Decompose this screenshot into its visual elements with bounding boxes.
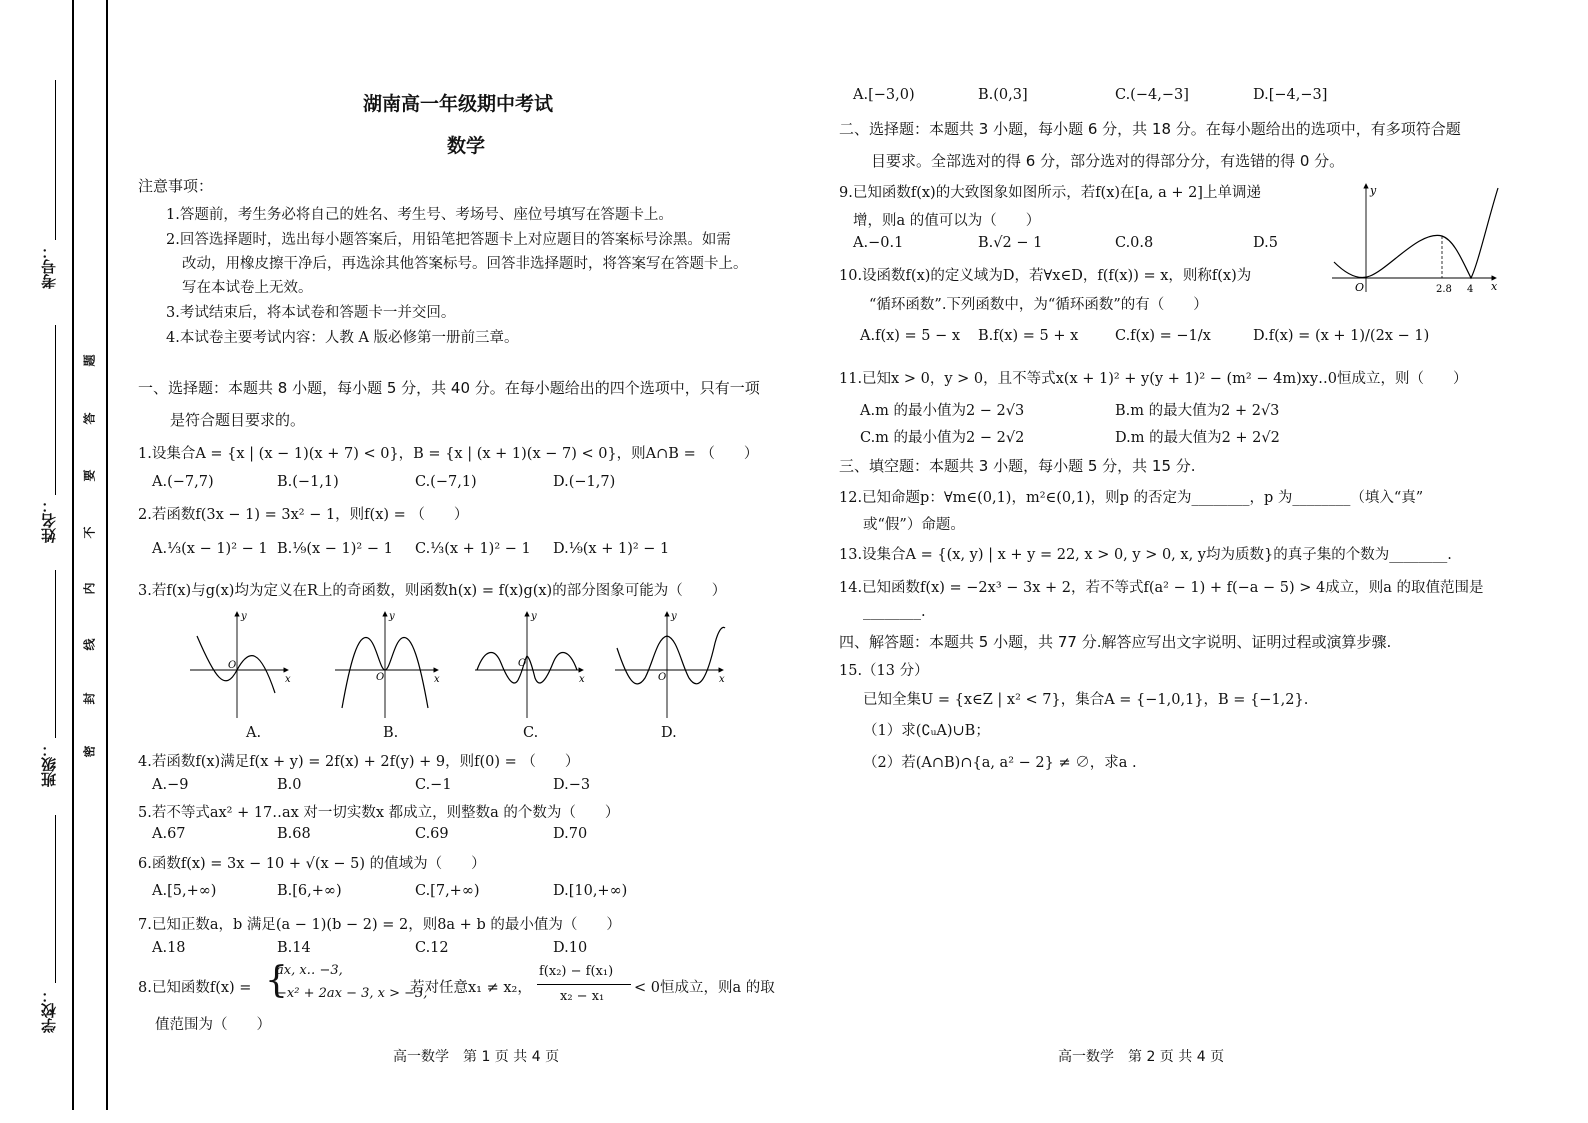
q7-option-d: D.10: [553, 940, 588, 956]
question-9: 9.已知函数f(x)的大致图象如图所示，若f(x)在[a, a + 2]上单调递: [839, 185, 1261, 201]
q9-option-c: C.0.8: [1115, 235, 1154, 251]
exam-title: 湖南高一年级期中考试: [363, 93, 554, 115]
page-2-footer: 高一数学 第 2 页 共 4 页: [1058, 1049, 1225, 1065]
q10-option-a: A.f(x) = 5 − x: [860, 328, 961, 344]
q3-option-b: B.: [383, 725, 399, 741]
question-10-cont: “循环函数”.下列函数中，为“循环函数”的有（ ）: [869, 297, 1208, 313]
q8-suffix: < 0恒成立，则a 的取: [634, 980, 775, 996]
section-2-heading-cont: 目要求。全部选对的得 6 分，部分选对的得部分分，有选错的得 0 分。: [871, 152, 1345, 170]
seal-char: 要: [82, 469, 97, 482]
q4-option-b: B.0: [277, 777, 302, 793]
q10-option-b: B.f(x) = 5 + x: [978, 328, 1079, 344]
q1-option-a: A.(−7,7): [152, 474, 214, 490]
q3-option-c: C.: [523, 725, 539, 741]
question-15-part-2: （2）若(A∩B)∩{a, a² − 2} ≠ ∅，求a .: [863, 755, 1137, 771]
svg-text:O: O: [518, 658, 527, 669]
svg-text:2.8: 2.8: [1436, 284, 1452, 295]
binding-margin-line-inner: [106, 0, 108, 1110]
q3-option-d: D.: [661, 725, 677, 741]
q5-option-c: C.69: [415, 826, 449, 842]
q9-option-b: B.√2 − 1: [978, 235, 1043, 251]
graph-d: [615, 611, 725, 718]
q4-option-c: C.−1: [415, 777, 452, 793]
q8-condition: 若对任意x₁ ≠ x₂，: [410, 980, 532, 996]
question-9-cont: 增，则a 的值可以为（ ）: [853, 213, 1041, 229]
note-line: 写在本试卷上无效。: [182, 280, 313, 296]
note-line: 2.回答选择题时，选出每小题答案后，用铅笔把答题卡上对应题目的答案标号涂黑。如需: [166, 232, 731, 248]
q6-option-d: D.[10,+∞): [553, 883, 628, 899]
svg-text:x: x: [285, 674, 291, 685]
q6-option-c: C.[7,+∞): [415, 883, 480, 899]
svg-text:O: O: [658, 672, 667, 683]
page-1-footer: 高一数学 第 1 页 共 4 页: [393, 1049, 560, 1065]
question-13: 13.设集合A = {(x, y) | x + y = 22, x > 0, y > 0, x, y均为质数}的真子集的个数为________.: [839, 547, 1452, 563]
q11-option-c: C.m 的最小值为2 − 2√2: [860, 430, 1025, 446]
exam-number-field-line: [55, 80, 56, 240]
section-2-heading: 二、选择题：本题共 3 小题，每小题 6 分，共 18 分。在每小题给出的选项中，有多项符合题: [839, 120, 1461, 138]
svg-text:O: O: [376, 672, 385, 683]
question-5: 5.若不等式ax² + 17‥ax 对一切实数x 都成立，则整数a 的个数为（ ）: [138, 805, 620, 821]
seal-char: 内: [82, 582, 97, 595]
q3-graphs: [185, 608, 745, 720]
question-14-cont: ________.: [863, 604, 926, 620]
question-12: 12.已知命题p：∀m∈(0,1)，m²∈(0,1)，则p 的否定为________，p 为________（填入“真”: [839, 490, 1424, 506]
q11-option-a: A.m 的最小值为2 − 2√3: [860, 403, 1025, 419]
question-15-stem: 已知全集U = {x∈Z | x² < 7}，集合A = {−1,0,1}，B = {−1,2}.: [863, 692, 1309, 708]
name-field-line: [55, 325, 56, 495]
seal-char: 封: [82, 692, 97, 705]
q3-option-a: A.: [246, 725, 262, 741]
svg-text:y: y: [671, 611, 677, 622]
q4-option-a: A.−9: [152, 777, 189, 793]
section-4-heading: 四、解答题：本题共 5 小题，共 77 分.解答应写出文字说明、证明过程或演算步骤.: [839, 633, 1392, 651]
name-label: 姓名：: [40, 498, 58, 543]
q2-option-d: D.⅑(x + 1)² − 1: [553, 541, 670, 557]
q5-option-a: A.67: [152, 826, 186, 842]
notes-header: 注意事项：: [138, 177, 214, 195]
question-14: 14.已知函数f(x) = −2x³ − 3x + 2，若不等式f(a² − 1) + f(−a − 5) > 4成立，则a 的取值范围是: [839, 580, 1484, 596]
question-15-header: 15.（13 分）: [839, 663, 929, 679]
note-line: 改动，用橡皮擦干净后，再选涂其他答案标号。回答非选择题时，将答案写在答题卡上。: [182, 256, 748, 272]
q1-option-d: D.(−1,7): [553, 474, 616, 490]
svg-text:y: y: [389, 611, 395, 622]
svg-text:x: x: [719, 674, 725, 685]
graph-c: [475, 611, 585, 718]
svg-text:O: O: [228, 660, 237, 671]
q7-option-a: A.18: [152, 940, 186, 956]
question-1: 1.设集合A = {x | (x − 1)(x + 7) < 0}，B = {x | (x + 1)(x − 7) < 0}，则A∩B = （ ）: [138, 446, 759, 462]
class-label: 班级：: [40, 742, 58, 787]
q2-option-b: B.⅑(x − 1)² − 1: [277, 541, 393, 557]
q4-option-d: D.−3: [553, 777, 591, 793]
q5-option-d: D.70: [553, 826, 588, 842]
graph-a: [190, 611, 291, 718]
q9-option-a: A.−0.1: [853, 235, 904, 251]
q11-option-d: D.m 的最大值为2 + 2√2: [1115, 430, 1280, 446]
q7-option-c: C.12: [415, 940, 449, 956]
q10-option-d: D.f(x) = (x + 1)/(2x − 1): [1253, 328, 1430, 344]
binding-margin-line-outer: [72, 0, 74, 1110]
svg-text:y: y: [531, 611, 537, 622]
q10-option-c: C.f(x) = −1/x: [1115, 328, 1211, 344]
note-line: 3.考试结束后，将本试卷和答题卡一并交回。: [166, 305, 456, 321]
q6-option-a: A.[5,+∞): [152, 883, 217, 899]
seal-char: 密: [82, 745, 97, 758]
svg-text:4: 4: [1467, 284, 1474, 295]
class-field-line: [55, 570, 56, 738]
q1-option-c: C.(−7,1): [415, 474, 477, 490]
section-1-heading-cont: 是符合题目要求的。: [170, 411, 306, 429]
q2-option-a: A.⅓(x − 1)² − 1: [152, 541, 268, 557]
graph-b: [335, 611, 440, 718]
question-12-cont: 或“假”）命题。: [863, 517, 965, 533]
seal-char: 题: [82, 354, 97, 367]
q8-option-b: B.(0,3]: [978, 87, 1028, 103]
svg-text:x: x: [434, 674, 440, 685]
question-6: 6.函数f(x) = 3x − 10 + √(x − 5) 的值域为（ ）: [138, 856, 486, 872]
q7-option-b: B.14: [277, 940, 311, 956]
question-8-prefix: 8.已知函数f(x) =: [138, 980, 252, 996]
section-1-heading: 一、选择题：本题共 8 小题，每小题 5 分，共 40 分。在每小题给出的四个选项中，只有一项: [138, 379, 760, 397]
school-field-line: [55, 815, 56, 983]
subject-title: 数学: [447, 135, 486, 157]
seal-char: 答: [82, 412, 97, 425]
q8-case-2: −x² + 2ax − 3, x > −3,: [276, 986, 428, 1001]
q8-fraction-bar: [537, 984, 631, 985]
q1-option-b: B.(−1,1): [277, 474, 339, 490]
question-2: 2.若函数f(3x − 1) = 3x² − 1，则f(x) = （ ）: [138, 507, 469, 523]
q8-line-2: 值范围为（ ）: [155, 1017, 271, 1033]
q8-option-a: A.[−3,0): [853, 87, 915, 103]
question-7: 7.已知正数a，b 满足(a − 1)(b − 2) = 2，则8a + b 的最小值为（ ）: [138, 917, 621, 933]
q6-option-b: B.[6,+∞): [277, 883, 342, 899]
q8-option-d: D.[−4,−3]: [1253, 87, 1328, 103]
exam-number-label: 考号：: [40, 244, 58, 289]
svg-text:y: y: [241, 611, 247, 622]
q9-graph: [1330, 180, 1502, 298]
note-line: 4.本试卷主要考试内容：人教 A 版必修第一册前三章。: [166, 330, 519, 346]
svg-text:x: x: [1491, 280, 1498, 293]
q8-case-1: ax, x‥ −3,: [276, 963, 343, 978]
q2-option-c: C.⅓(x + 1)² − 1: [415, 541, 531, 557]
school-label: 学校：: [40, 988, 58, 1033]
svg-text:y: y: [1370, 184, 1377, 197]
seal-char: 不: [82, 526, 97, 539]
question-11: 11.已知x > 0，y > 0，且不等式x(x + 1)² + y(y + 1)² − (m² − 4m)xy‥0恒成立，则（ ）: [839, 371, 1468, 387]
q9-option-d: D.5: [1253, 235, 1278, 251]
q8-brace: {: [265, 960, 288, 1001]
q8-fraction-denominator: x₂ − x₁: [560, 989, 605, 1004]
question-4: 4.若函数f(x)满足f(x + y) = 2f(x) + 2f(y) + 9，则f(0) = （ ）: [138, 754, 580, 770]
seal-char: 线: [82, 638, 97, 651]
q5-option-b: B.68: [277, 826, 311, 842]
q8-fraction-numerator: f(x₂) − f(x₁): [539, 964, 614, 979]
question-10: 10.设函数f(x)的定义域为D，若∀x∈D，f(f(x)) = x，则称f(x)为: [839, 268, 1252, 284]
section-3-heading: 三、填空题：本题共 3 小题，每小题 5 分，共 15 分.: [839, 457, 1196, 475]
question-15-part-1: （1）求(∁ᵤA)∪B；: [863, 723, 990, 739]
q11-option-b: B.m 的最大值为2 + 2√3: [1115, 403, 1280, 419]
note-line: 1.答题前，考生务必将自己的姓名、考生号、考场号、座位号填写在答题卡上。: [166, 207, 673, 223]
q8-option-c: C.(−4,−3]: [1115, 87, 1189, 103]
question-3: 3.若f(x)与g(x)均为定义在R上的奇函数，则函数h(x) = f(x)g(x)的部分图象可能为（ ）: [138, 583, 727, 599]
svg-text:O: O: [1355, 281, 1365, 294]
svg-text:x: x: [579, 674, 585, 685]
